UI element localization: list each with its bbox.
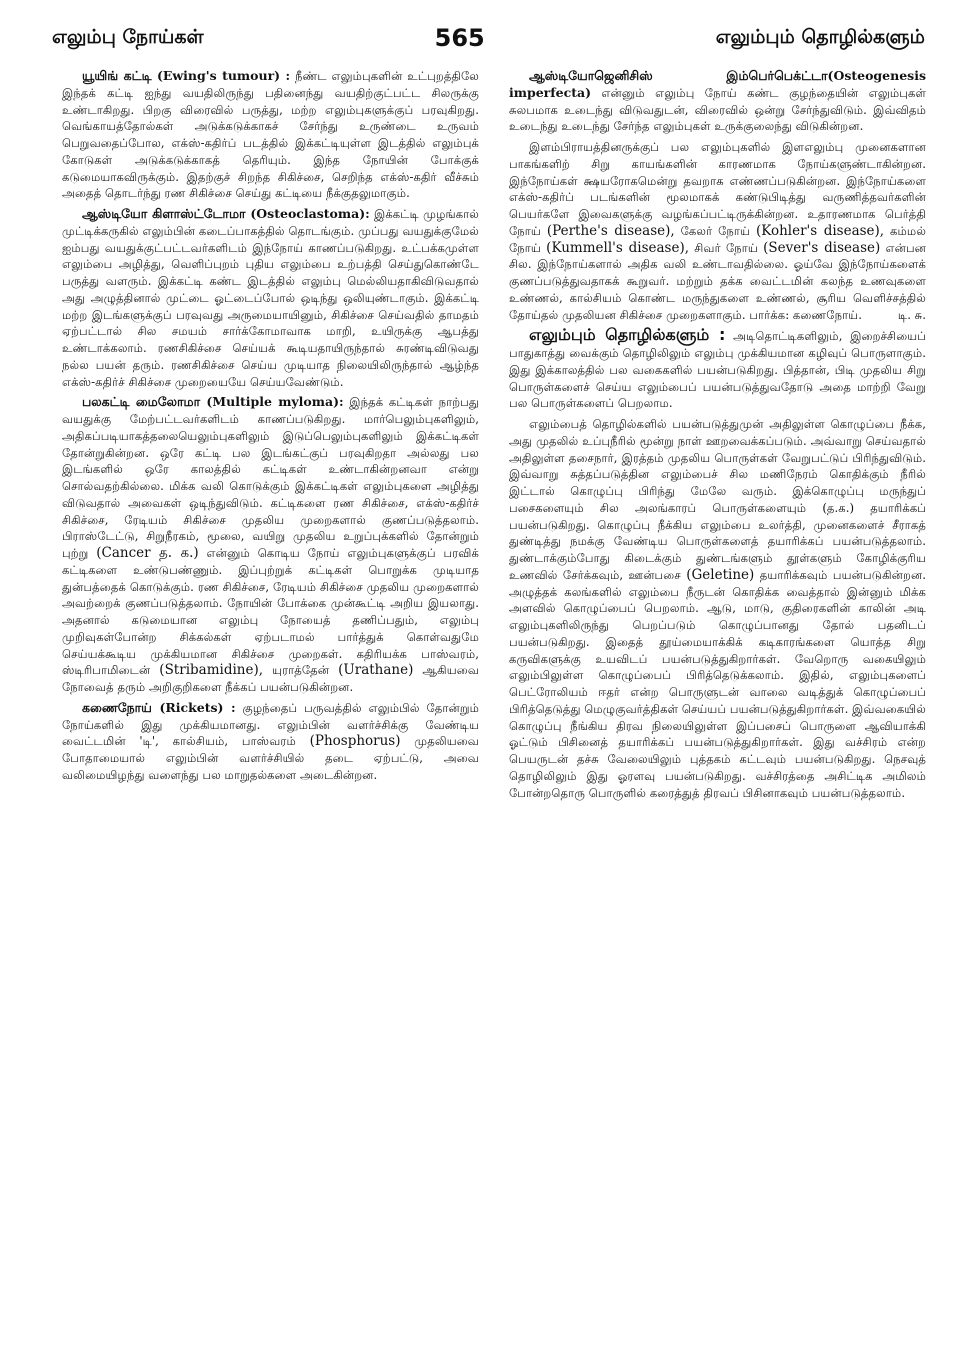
osteogenesis-entry	[509, 68, 926, 135]
page-header	[52, 18, 925, 58]
osteoclastoma-text: இக்கட்டி முழங்கால் முட்டிக்கருகில் எலும்பின் கடைப்பாகத்தில் தொடங்கும். முப்பது வயதுக்குமேல் ஐம்பது வயதுக்குட்பட்டவர்களிடம் இந்நோய் காணப்படுகிறது. உட்பக்கமுள்ள எலும்பை அழித்து, வெளிப்புறம் புதிய எலும்பை உற்பத்தி செய்துகொண்டே பருத்து வளரும். இக்கட்டி கண்ட இடத்தில் எலும்பு மெல்லியதாகிவிடுவதால் அது அழுத்தினால் முட்டை ஓட்டைப்போல் ஒடிந்து ஒலியுண்டாகும். இக்கட்டி மற்ற இடங்களுக்குப் பரவுவது அருமையாயினும், சிகிச்சை செய்வதில் தாமதம் ஏற்பட்டால் சில சமயம் சார்க்கோமாவாக மாறி, உயிருக்கு ஆபத்து உண்டாக்கலாம். ரணசிகிச்சை செய்யக் கூடியதாயிருந்தால் சுரண்டிவிடுவது நல்ல பயன் தரும். ரணசிகிச்சை செய்ய முடியாத நிலையிலிருந்தால் ஆழ்ந்த எக்ஸ்-கதிர்ச் சிகிச்சை முறையையே செய்யவேண்டும்.	[62, 207, 479, 389]
bones-industries-entry	[509, 327, 926, 412]
youth-text-d: சிவர் நோய்	[689, 240, 764, 255]
rickets-entry	[62, 700, 479, 784]
kohler-term: (Kohler's disease),	[755, 222, 885, 239]
osteogenesis-heading: ஆஸ்டியோஜெனிசிஸ் இம்பெர்பெக்ட்டா(Osteogenesis imperfecta)	[509, 68, 926, 100]
osteogenesis-text: என்னும் எலும்பு நோய் கண்ட குழந்தையின் எலும்புகள் சுலபமாக உடைந்து விடுவதுடன், விரைவில் ஒன்று சேர்ந்துவிடும். இவ்விதம் உடைந்து உடைந்து சேர்ந்த எலும்புகள் உருக்குலைந்து விடுகின்றன.	[509, 85, 926, 134]
bones-industries-paragraph-2	[509, 416, 926, 801]
geletine-term: (Geletine)	[686, 566, 755, 583]
youth-text-b: கேலர் நோய்	[674, 223, 756, 238]
bones-industries-text-b: தயாரிக்கவும் பயன்படுகின்றன. அழுத்தக் கலங்களில் எலும்பை நீருடன் கொதிக்க வைத்தால் இன்னும் மிக்க அளவில் கொழுப்பைப் பெறலாம். ஆடு, மாடு, குதிரைகளின் காலின் அடி எலும்புகளிலிருந்து பெறப்படும் கொழுப்பானது தோல் பதனிடப் பயன்படுகிறது. இதைத் தூய்மையாக்கிக் கடிகாரங்களை யொத்த சிறு கருவிகளுக்கு உயவிடப் பயன்படுத்துகிறார்கள். வேறொரு வகையிலும் எலும்பிலுள்ள கொழுப்பைப் பிரித்தெடுக்கலாம். இதில், எலும்புகளைப் பெட்ரோலியம் ஈதர் என்ற பொருளுடன் வாலை வடித்துக் கொழுப்பைப் பிரித்தெடுத்து மெழுகுவர்த்திகள் செய்யப் பயன்படுத்துகிறார்கள். இவ்வகையில் கொழுப்பு நீங்கிய திரவ நிலையிலுள்ள இப்பசைப் பொருளை ஆவியாக்கி ஓட்டும் பிசினைத் தயாரிக்கப் பயன்படுத்துகிறார்கள். இது வச்சிரம் என்ற பெயருடன் தச்சு வேலையிலும் புத்தகம் கட்டவும் பயன்படுகிறது. நெசவுத் தொழிலிலும் இது ஓரளவு பயன்படுகிறது. வச்சிரத்தை அசிட்டிக அமிலம் போன்றதொரு பொருளில் கரைத்துத் திரவப் பிசினாகவும் பயன்படுத்தலாம்.	[509, 567, 926, 800]
stribamidine-term: (Stribamidine),	[159, 662, 264, 679]
sever-term: (Sever's disease)	[763, 239, 881, 256]
rickets-text-b: முதலியவை போதாமையால் எலும்பின் வளர்ச்சியில் தடை ஏற்பட்டு, அவை வலிமையிழந்து வளைந்து பல மாறுதல்களை அடைகின்றன.	[62, 734, 479, 782]
rickets-heading: கணைநோய் (Rickets) :	[82, 699, 236, 715]
myeloma-text-b: என்னும் கொடிய நோய் எலும்புகளுக்குப் பரவிக் கட்டிகளை உண்டுபண்ணும். இப்புற்றுக் கட்டிகள் பொறுக்க முடியாத துன்பத்தைக் கொடுக்கும். ரண சிகிச்சை, ரேடியம் சிகிச்சை முதலிய முறைகளால் அவற்றைக் குணப்படுத்தலாம். நோயின் போக்கை முன்கூட்டி அறிய இயலாது. அதனால் கடுமையான எலும்பு நோயைத் தணிப்பதும், எலும்பு முறிவுகள்போன்ற சிக்கல்கள் ஏற்படாமல் பார்த்துக் கொள்வதுமே செய்யக்கூடிய முக்கியமான சிகிச்சை முறைகள். கதிரியக்க பாஸ்வரம், ஸ்டிரிபாமிடைன்	[62, 546, 479, 678]
cancer-term: (Cancer த. க.)	[96, 545, 199, 561]
perthe-term: (Perthe's disease),	[546, 222, 675, 239]
right-column	[509, 68, 926, 1352]
right-running-title: எலும்பும் தொழில்களும்	[715, 25, 925, 48]
osteoclastoma-heading: ஆஸ்டியோ கிளாஸ்ட்டோமா (Osteoclastoma):	[82, 206, 370, 221]
youth-bone-diseases-paragraph	[509, 139, 926, 323]
ewing-tumour-text: நீண்ட எலும்புகளின் உட்புறத்திலே இந்தக் கட்டி ஐந்து வயதிலிருந்து பதினைந்து வயதிற்குட்பட்ட சிலருக்கு உண்டாகிறது. பிறகு விரைவில் பருத்து, மற்ற எலும்புகளுக்குப் பரவுகிறது. வெங்காயத்தோல்கள் அடுக்கடுக்காகச் சேர்ந்து உருண்டை உருவம் பெறுவதைப்போல, எக்ஸ்-கதிர்ப் படத்தில் இக்கட்டியுள்ள இடத்தில் எலும்புக் கோடுகள் அடுக்கடுக்காகத் தெரியும். இந்த நோயின் போக்குக் கடுமையாகவிருக்கும். இதற்குச் சிறந்த சிகிச்சை, செறிந்த எக்ஸ்-கதிர் வீச்சும் அதைத் தொடர்ந்து ரண சிகிச்சை செய்து கட்டியை நீக்குதலுமாகும்.	[62, 69, 479, 201]
rickets-text-a: குழந்தைப் பருவத்தில் எலும்பில் தோன்றும் நோய்களில் இது முக்கியமானது. எலும்பின் வளர்ச்சிக்கு வேண்டிய வைட்டமின் 'டி', கால்சியம், பாஸ்வரம்	[62, 700, 479, 749]
youth-text-e: என்பன சில. இந்நோய்களால் அதிக வலி உண்டாவதில்லை. ஓய்வே இந்நோய்களைக் குணப்படுத்துவதாகக் கூறுவர். மற்றும் தக்க வைட்டமின் கலந்த உணவுகளை உண்ணல், கால்சியம் கொண்ட மருந்துகளை உண்ணல், சூரிய வெளிச்சத்தில் தோய்தல் முதலியன சிகிச்சை முறைகளாகும். பார்க்க: கணைநோய்.	[509, 240, 926, 322]
osteoclastoma-entry	[62, 206, 479, 390]
left-column	[62, 68, 479, 1352]
bones-industries-intro: அடிதொட்டிகளிலும், இறைச்சியைப் பாதுகாத்து வைக்கும் தொழிலிலும் எலும்பு முக்கியமான கழிவுப் பொருளாகும். இது இக்காலத்தில் பல வகைகளில் பயன்படுகிறது. பித்தான், பிடி முதலிய சிறு பொருள்களைச் செய்ய எலும்பைப் பயன்படுத்துவதோடு அதை மாற்றி வேறு பல பொருள்களைப் பெறலாம.	[509, 329, 926, 411]
kummell-term: (Kummell's disease),	[546, 239, 690, 256]
myeloma-text-d: ஆகியவை நோவைத் தரும் அறிகுறிகளை நீக்கப் பயன்படுகின்றன.	[62, 663, 479, 694]
multiple-myeloma-entry	[62, 394, 479, 696]
bones-industries-text-a: எலும்பைத் தொழில்களில் பயன்படுத்துமுன் அதிலுள்ள கொழுப்பை நீக்க, அது முதலில் உப்புநீரில் மூன்று நாள் ஊறவைக்கப்படும். அவ்வாறு செய்வதால் அதிலுள்ள தசைநார், இரத்தம் முதலிய பொருள்கள் வேறுபட்டுப் பிரிந்துவிடும். இவ்வாறு சுத்தப்படுத்தின எலும்பைச் சில மணிநேரம் கொதிக்கும் நீரில் இட்டால் கொழுப்பு பிரிந்து மேலே வரும். இக்கொழுப்பு மருந்துப் பசைகளையும் சில அலங்காரப் பொருள்களையும் (த.க.) தயாரிக்கப் பயன்படுகிறது. கொழுப்பு நீக்கிய எலும்பை உலர்த்தி, முனைகளைச் சீராகத் துண்டித்து நமக்கு வேண்டிய பொருள்களைத் தயாரிக்கப் பயன்படுத்தலாம். துண்டாக்கும்போது கிடைக்கும் துண்டங்களும் தூள்களும் கோழிக்குரிய உணவில் சேர்க்கவும், ஊன்பசை	[509, 417, 926, 582]
bones-industries-heading: எலும்பும் தொழில்களும் :	[529, 325, 726, 345]
urathane-term: (Urathane)	[338, 662, 414, 679]
myeloma-text-a: இந்தக் கட்டிகள் நாற்பது வயதுக்கு மேற்பட்டவர்களிடம் காணப்படுகிறது. மார்பெலும்புகளிலும், அதிகப்படியாகத்தலையெலும்புகளிலும் இடுப்பெலும்புகளிலும் இக்கட்டிகள் தோன்றுகின்றன. ஒரே கட்டி பல இடங்கட்குப் பரவுகிறதா அல்லது பல இடங்களில் ஒரே காலத்தில் கட்டிகள் உண்டாகின்றனவா என்று சொல்வதற்கில்லை. மிக்க வலி கொடுக்கும் இக்கட்டிகள் எலும்புகளை அழித்து விடுவதால் அவைகள் ஒடிந்துவிடும். கட்டிகளை ரண சிகிச்சை, எக்ஸ்-கதிர்ச் சிகிச்சை, ரேடியம் சிகிச்சை முதலிய முறைகளால் குணப்படுத்தலாம். பிராஸ்டேட்டு, சிறுநீரகம், மூலை, வயிறு முதலிய உறுப்புக்களில் தோன்றும் புற்று	[62, 395, 479, 560]
youth-text-c: கம்மல் நோய்	[509, 223, 926, 255]
phosphorus-term: (Phosphorus)	[309, 733, 401, 750]
page-number: 565	[434, 24, 485, 52]
left-running-title: எலும்பு நோய்கள்	[52, 25, 204, 48]
youth-text-a: இளம்பிராயத்தினருக்குப் பல எலும்புகளில் இளஎலும்பு முனைகளான பாகங்களிற் சிறு காயங்களின் காரணமாக நோய்களுண்டாகின்றன. இந்நோய்கள் க்ஷயரோகமென்று தவறாக எண்ணப்படுகின்றன. இந்நோய்களை எக்ஸ்-கதிர்ப் படங்களின் மூலமாகக் கண்டுபிடித்து வருணித்தவர்களின் பெயர்களே இவைகளுக்கு வழங்கப்பட்டிருக்கின்றன. உதாரணமாக பெர்த்தி நோய்	[509, 140, 926, 238]
text-columns	[62, 68, 926, 1352]
myeloma-text-c: யுராத்தேன்	[263, 663, 339, 678]
ewing-tumour-entry	[62, 68, 479, 202]
multiple-myeloma-heading: பலகட்டி மைலோமா (Multiple myloma):	[82, 394, 344, 410]
author-signature: டி. சு.	[897, 307, 926, 322]
ewing-tumour-heading: யூயிங் கட்டி (Ewing's tumour) :	[82, 68, 291, 83]
